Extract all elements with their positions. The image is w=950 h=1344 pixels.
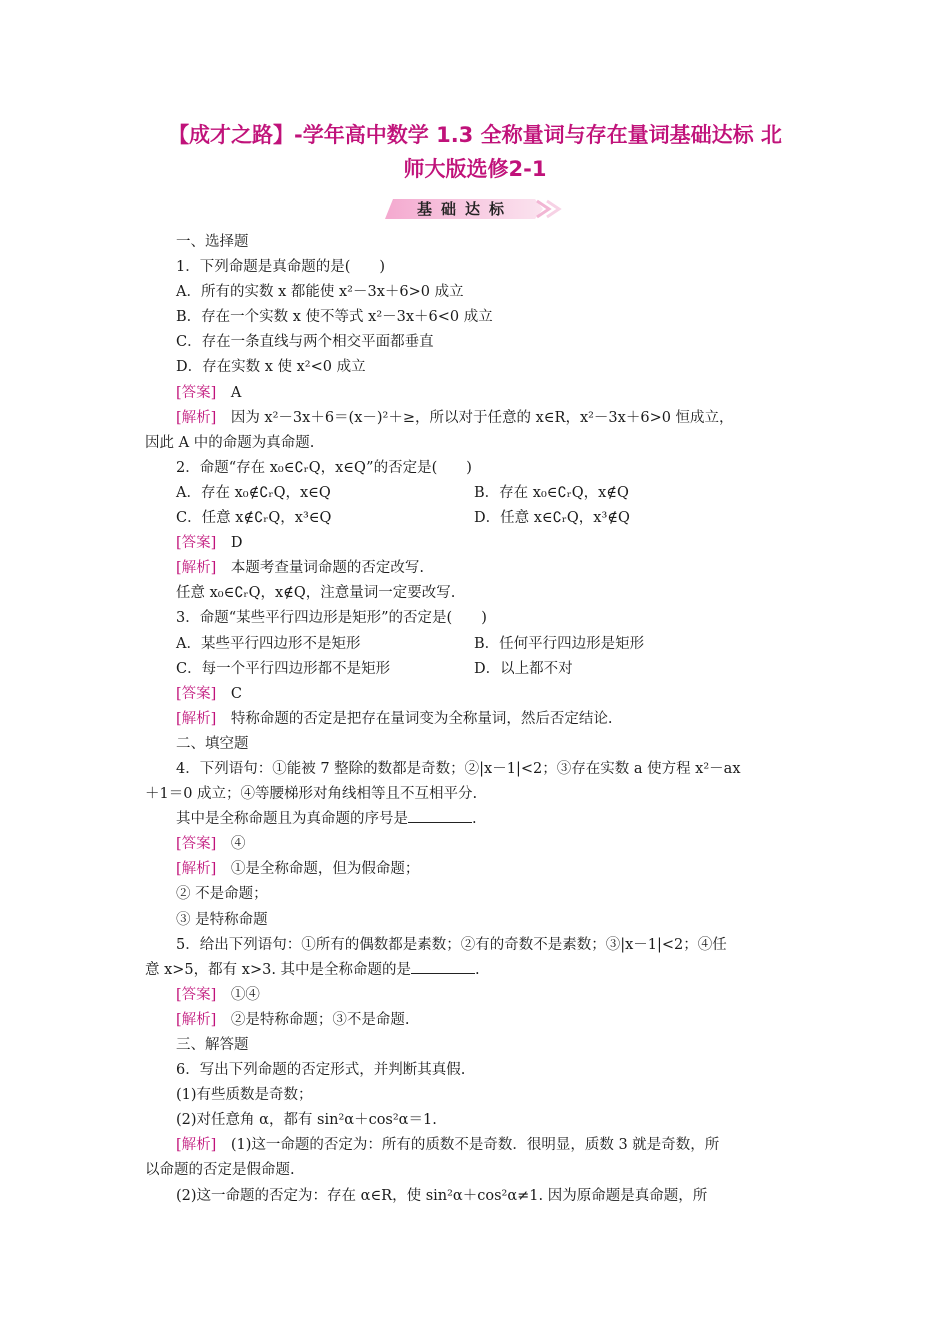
text-line — [145, 531, 810, 556]
text-line — [145, 481, 810, 506]
option-right: B．存在 x₀∈∁ᵣQ，x∉Q — [474, 484, 629, 501]
text-line — [145, 807, 810, 832]
text-line — [145, 1083, 810, 1108]
line-text: 任意 x₀∈∁ᵣQ，x∉Q，注意量词一定要改写. — [176, 585, 456, 602]
line-text: D．存在实数 x 使 x²<0 成立 — [176, 359, 366, 376]
text-line — [145, 431, 810, 456]
text-line — [145, 732, 810, 757]
fill-in-blank — [411, 959, 475, 974]
section-badge — [385, 197, 565, 221]
text-line — [145, 280, 810, 305]
text-line — [145, 556, 810, 581]
text-line — [145, 832, 810, 857]
option-left: C．每一个平行四边形都不是矩形 — [176, 660, 391, 677]
line-text: 意 x>5，都有 x>3. 其中是全称命题的是 — [145, 961, 412, 978]
line-text: 1．下列命题是真命题的是( ) — [176, 259, 386, 276]
line-text: (2)这一命题的否定为：存在 α∈R，使 sin²α＋cos²α≠1. 因为原命题是真命题，所 — [176, 1187, 708, 1204]
line-text: ②是特称命题；③不是命题. — [216, 1011, 410, 1028]
line-text: 以命题的否定是假命题. — [145, 1162, 295, 1179]
line-text: (1)有些质数是奇数； — [176, 1087, 313, 1104]
answer-tag: [解析] — [176, 861, 217, 878]
text-line — [145, 908, 810, 933]
text-line — [145, 882, 810, 907]
text-line — [145, 456, 810, 481]
line-text: A．所有的实数 x 都能使 x²－3x＋6>0 成立 — [176, 284, 464, 301]
text-line — [145, 632, 810, 657]
text-line — [145, 506, 810, 531]
text-line — [145, 857, 810, 882]
answer-tag: [答案] — [176, 535, 217, 552]
text-line — [145, 330, 810, 355]
option-right: D．以上都不对 — [474, 660, 573, 677]
text-line — [145, 606, 810, 631]
answer-tag: [答案] — [176, 836, 217, 853]
text-line — [145, 782, 810, 807]
text-line — [145, 1108, 810, 1133]
line-text-after: . — [475, 961, 480, 978]
document-title — [130, 118, 820, 186]
option-left: A．存在 x₀∉∁ᵣQ，x∈Q — [176, 484, 331, 501]
text-line — [145, 381, 810, 406]
text-line — [145, 983, 810, 1008]
text-line — [145, 958, 810, 983]
answer-tag: [答案] — [176, 986, 217, 1003]
line-text: C — [216, 685, 242, 702]
text-line — [145, 1184, 810, 1209]
option-left: A．某些平行四边形不是矩形 — [176, 635, 361, 652]
answer-tag: [答案] — [176, 384, 217, 401]
title-line-1: 【成才之路】-学年高中数学 1.3 全称量词与存在量词基础达标 北 — [168, 123, 782, 147]
line-text: 4．下列语句：①能被 7 整除的数都是奇数；②|x－1|<2；③存在实数 a 使方程 x²－ax — [176, 760, 741, 777]
text-line — [145, 581, 810, 606]
line-text-after: . — [472, 811, 477, 828]
line-text: (1)这一命题的否定为：所有的质数不是奇数．很明显，质数 3 就是奇数，所 — [216, 1137, 720, 1154]
document-body — [145, 230, 810, 1209]
line-text: A — [216, 384, 242, 401]
option-left: C．任意 x∉∁ᵣQ，x³∈Q — [176, 510, 332, 527]
line-text: ② 不是命题； — [176, 886, 268, 903]
text-line — [145, 707, 810, 732]
title-line-2: 师大版选修2-1 — [403, 157, 547, 181]
answer-tag: [答案] — [176, 685, 217, 702]
text-line — [145, 1008, 810, 1033]
text-line — [145, 406, 810, 431]
text-line — [145, 230, 810, 255]
line-text: 6．写出下列命题的否定形式，并判断其真假. — [176, 1062, 466, 1079]
line-text: ①④ — [216, 986, 260, 1003]
line-text: 5．给出下列语句：①所有的偶数都是素数；②有的奇数不是素数；③|x－1|<2；④任 — [176, 936, 727, 953]
line-text: (2)对任意角 α，都有 sin²α＋cos²α＝1. — [176, 1112, 437, 1129]
fill-in-blank — [408, 808, 472, 823]
line-text: 特称命题的否定是把存在量词变为全称量词，然后否定结论. — [216, 710, 613, 727]
line-text: 二、填空题 — [176, 735, 249, 752]
line-text: ＋1＝0 成立；④等腰梯形对角线相等且不互相平分. — [145, 786, 478, 803]
line-text: 其中是全称命题且为真命题的序号是 — [176, 811, 408, 828]
option-right: D．任意 x∈∁ᵣQ，x³∉Q — [474, 510, 630, 527]
answer-tag: [解析] — [176, 1137, 217, 1154]
text-line — [145, 1133, 810, 1158]
line-text: 因为 x²－3x＋6＝(x－)²＋≥，所以对于任意的 x∈R，x²－3x＋6>0 恒成立， — [216, 409, 734, 426]
text-line — [145, 305, 810, 330]
line-text: 一、选择题 — [176, 234, 249, 250]
answer-tag: [解析] — [176, 409, 217, 426]
line-text: D — [216, 535, 243, 552]
line-text: ④ — [216, 836, 246, 853]
line-text: C．存在一条直线与两个相交平面都垂直 — [176, 334, 434, 351]
line-text: ①是全称命题，但为假命题； — [216, 861, 420, 878]
text-line — [145, 682, 810, 707]
line-text: 2．命题“存在 x₀∈∁ᵣQ，x∈Q”的否定是( ) — [176, 459, 472, 476]
text-line — [145, 1158, 810, 1183]
text-line — [145, 255, 810, 280]
badge-label: 基础达标 — [416, 200, 513, 218]
text-line — [145, 1033, 810, 1058]
line-text: ③ 是特称命题 — [176, 911, 268, 928]
line-text: 3．命题“某些平行四边形是矩形”的否定是( ) — [176, 610, 487, 627]
answer-tag: [解析] — [176, 560, 217, 577]
option-right: B．任何平行四边形是矩形 — [474, 635, 645, 652]
line-text: 本题考查量词命题的否定改写. — [216, 560, 424, 577]
answer-tag: [解析] — [176, 710, 217, 727]
text-line — [145, 933, 810, 958]
text-line — [145, 355, 810, 380]
line-text: B．存在一个实数 x 使不等式 x²－3x＋6<0 成立 — [176, 309, 493, 326]
answer-tag: [解析] — [176, 1011, 217, 1028]
text-line — [145, 1058, 810, 1083]
line-text: 三、解答题 — [176, 1037, 249, 1053]
text-line — [145, 657, 810, 682]
text-line — [145, 757, 810, 782]
line-text: 因此 A 中的命题为真命题. — [145, 434, 315, 451]
